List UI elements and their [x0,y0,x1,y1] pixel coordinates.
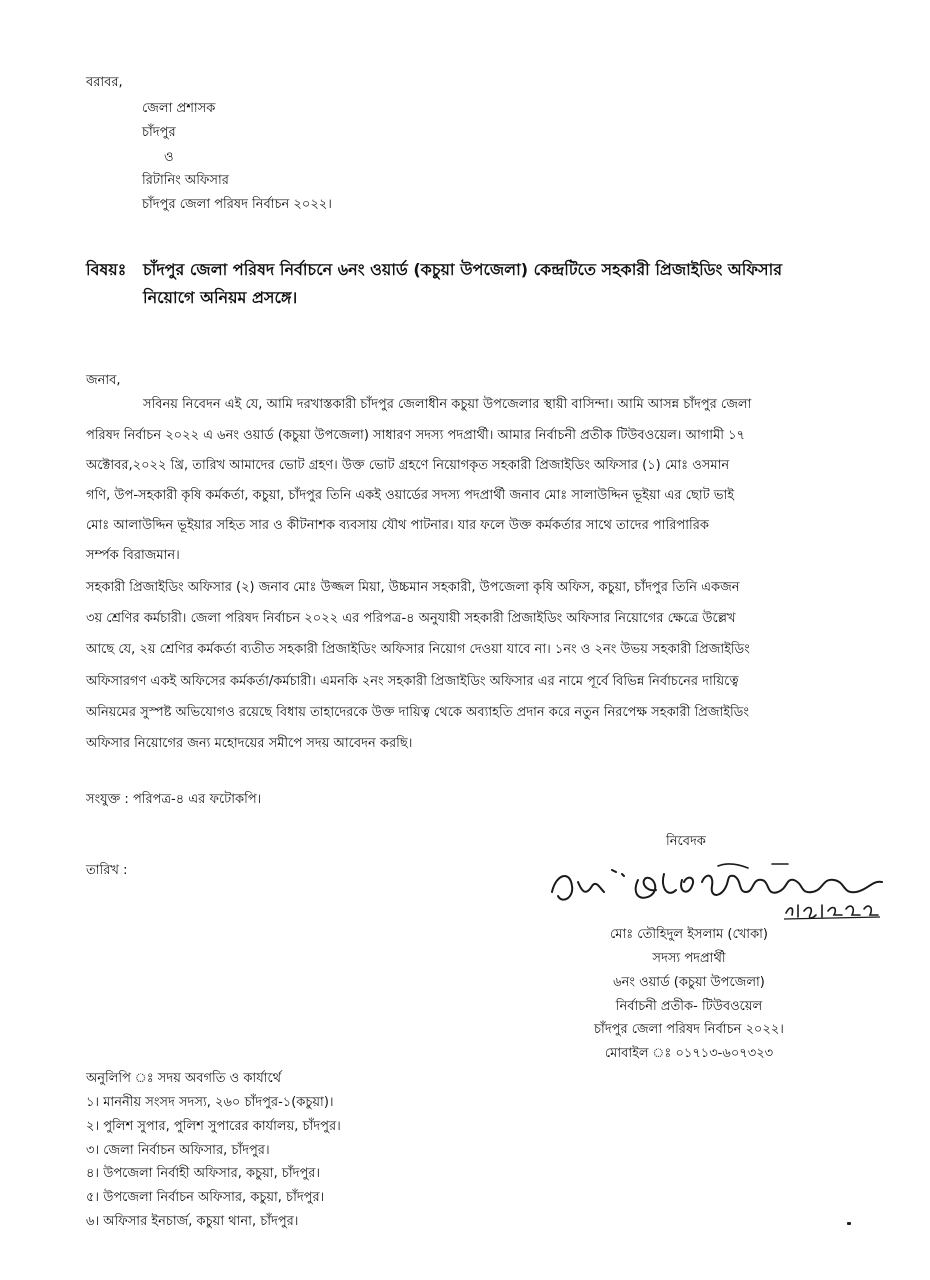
signature-heading: নিবেদক [666,834,706,849]
body-line: গণি, উপ-সহকারী কৃষি কর্মকর্তা, কচুয়া, চাঁদপুর তিনি একই ওয়ার্ডের সদস্য পদপ্রার্থী জনাব মোঃ সালাউদ্দিন ভূইয়া এর ছোট ভাই [86,488,735,503]
copy-item: ৪। উপজেলা নির্বাহী অফিসার, কচুয়া, চাঁদপুর। [86,1166,321,1181]
signatory-role: সদস্য পদপ্রার্থী [652,951,726,966]
copy-item: ১। মাননীয় সংসদ সদস্য, ২৬০ চাঁদপুর-১(কচুয়া)। [86,1095,334,1110]
signatory-mobile: মোবাইল ঃ ০১৭১৩-৬০৭৩২৩ [604,1046,774,1061]
addressee-line: জেলা প্রশাসক [142,101,216,116]
subject-line: চাঁদপুর জেলা পরিষদ নির্বাচনে ৬নং ওয়ার্ড (কচুয়া উপজেলা) কেন্দ্রটিতে সহকারী প্রিজাইডিং অফিসার [143,260,783,279]
copy-item: ৫। উপজেলা নির্বাচন অফিসার, কচুয়া, চাঁদপুর। [86,1190,325,1205]
signatory-ward: ৬নং ওয়ার্ড (কচুয়া উপজেলা) [613,975,765,990]
body-line: অনিয়মের সুস্পষ্ট অভিযোগও রয়েছে বিধায় তাহাদেরকে উক্ত দায়িত্ব থেকে অব্যাহতি প্রদান করে নতুন নিরপেক্ষ সহকারী প্রিজাইডিং [86,705,749,720]
addressee-line: চাঁদপুর [142,125,176,140]
copies-heading: অনুলিপি ঃ সদয় অবগতি ও কার্যার্থে [86,1071,282,1086]
body-line: অক্টোবর,২০২২ খ্রি, তারিখ আমাদের ভোট গ্রহণ। উক্ত ভোট গ্রহণে নিয়োগকৃত সহকারী প্রিজাইডিং অফিসার (১) মোঃ ওসমান [86,458,730,473]
copy-item: ৩। জেলা নির্বাচন অফিসার, চাঁদপুর। [86,1143,270,1158]
body-line: সবিনয় নিবেদন এই যে, আমি দরখাস্তকারী চাঁদপুর জেলাধীন কচুয়া উপজেলার স্থায়ী বাসিন্দা। আমি আসন্ন চাঁদপুর জেলা [143,397,752,412]
signatory-election: চাঁদপুর জেলা পরিষদ নির্বাচন ২০২২। [594,1022,784,1037]
body-line: অফিসারগণ একই অফিসের কর্মকর্তা/কর্মচারী। এমনকি ২নং সহকারী প্রিজাইডিং অফিসার এর নামে পূর্বে বিভিন্ন নির্বাচনের দায়িত্বে [86,674,739,689]
greeting: জনাব, [86,373,121,388]
copy-item: ২। পুলিশ সুপার, পুলিশ সুপারের কার্যালয়, চাঁদপুর। [86,1119,341,1134]
date-label: তারিখ : [86,863,128,878]
body-line: সর্ম্পক বিরাজমান। [86,548,180,563]
body-line: আছে যে, ২য় শ্রেণির কর্মকর্তা ব্যতীত সহকারী প্রিজাইডিং অফিসার নিয়োগ দেওয়া যাবে না। ১নং ও ২নং উভয় সহকারী প্রিজাইডিং [86,642,750,657]
body-line: পরিষদ নির্বাচন ২০২২ এ ৬নং ওয়ার্ড (কচুয়া উপজেলা) সাধারণ সদস্য পদপ্রার্থী। আমার নির্বাচনী প্রতীক টিউবওয়েল। আগামী ১৭ [86,428,745,443]
addressee-line: চাঁদপুর জেলা পরিষদ নির্বাচন ২০২২। [142,197,332,212]
addressee-line: ও [164,150,174,165]
stray-mark [847,1222,851,1225]
signatory-name: মোঃ তৌহিদুল ইসলাম (খোকা) [609,927,769,942]
body-line: সহকারী প্রিজাইডিং অফিসার (২) জনাব মোঃ উজ্জল মিয়া, উচ্চমান সহকারী, উপজেলা কৃষি অফিস, কচুয়া, চাঁদপুর তিনি একজন [86,580,740,595]
addressee-line: রিটানিং অফিসার [142,173,229,188]
subject-label: বিষয়ঃ [86,260,127,279]
addressee-to: বরাবর, [86,75,123,90]
body-line: মোঃ আলাউদ্দিন ভূইয়ার সহিত সার ও কীটনাশক ব্যবসায় যৌথ পাটনার। যার ফলে উক্ত কর্মকর্তার সাথে তাদের পারিপারিক [86,518,709,533]
handwritten-date [782,897,882,923]
body-line: ৩য় শ্রেণির কর্মচারী। জেলা পরিষদ নির্বাচন ২০২২ এর পরিপত্র-৪ অনুযায়ী সহকারী প্রিজাইডিং অফিসার নিয়োগের ক্ষেত্রে উল্লেখ [86,611,736,626]
body-line: অফিসার নিয়োগের জন্য মহোদয়ের সমীপে সদয় আবেদন করছি। [86,736,413,751]
copy-item: ৬। অফিসার ইনচার্জ, কচুয়া থানা, চাঁদপুর। [86,1214,299,1229]
attachment-note: সংযুক্ত : পরিপত্র-৪ এর ফটোকপি। [86,792,262,807]
signatory-symbol: নির্বাচনী প্রতীক- টিউবওয়েল [615,999,763,1014]
subject-line: নিয়োগে অনিয়ম প্রসঙ্গে। [143,288,298,307]
